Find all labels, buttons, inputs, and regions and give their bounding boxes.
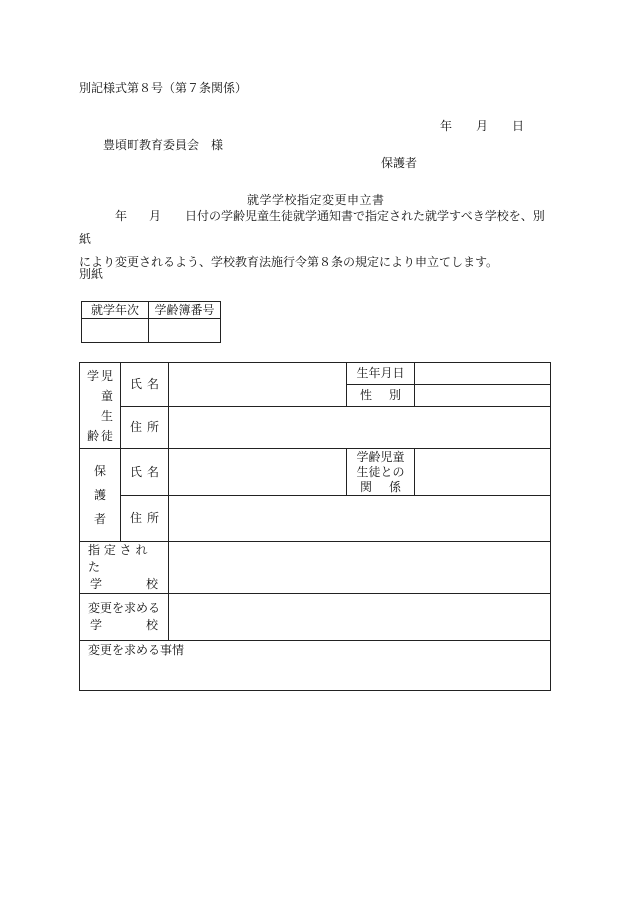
enrollment-info-table	[81, 301, 221, 343]
student-char-5: 齢	[86, 428, 99, 443]
student-char-1: 学	[86, 368, 99, 383]
main-form-table	[79, 362, 551, 691]
guardian-char-2: 護	[93, 488, 106, 502]
document-title: 就学学校指定変更申立書	[247, 193, 385, 207]
change-reason-field[interactable]	[80, 641, 551, 691]
name-char-1: 氏	[130, 377, 143, 392]
body-month: 月	[149, 209, 162, 223]
designated-school-field[interactable]	[169, 542, 551, 594]
gender-field[interactable]	[415, 385, 551, 407]
g-name-char-1: 氏	[130, 464, 143, 479]
guardian-name-label	[121, 449, 169, 496]
student-name-label	[121, 363, 169, 407]
birthdate-label: 生年月日	[347, 363, 415, 385]
student-address-field[interactable]	[169, 407, 551, 449]
designated-char-1: 学	[90, 577, 103, 591]
name-char-2: 名	[146, 377, 159, 392]
date-day-label: 日	[512, 119, 525, 133]
guardian-label: 保護者	[381, 156, 418, 170]
form-reference: 別記様式第８号（第７条関係）	[79, 81, 248, 95]
addressee: 豊頃町教育委員会 様	[103, 138, 224, 152]
relation-char-2: 係	[388, 479, 401, 494]
requested-char-2: 校	[145, 618, 158, 632]
body-year: 年	[115, 209, 128, 223]
requested-school-label	[80, 594, 169, 641]
enrollment-year-cell[interactable]	[82, 319, 149, 343]
student-char-4: 生	[101, 408, 114, 423]
relation-label	[347, 449, 415, 496]
body-paragraph	[79, 205, 551, 274]
change-reason-label: 変更を求める事情	[88, 643, 185, 657]
gender-char-1: 性	[360, 388, 373, 403]
requested-school-field[interactable]	[169, 594, 551, 641]
register-number-header: 学齢簿番号	[149, 302, 221, 319]
student-char-6: 徒	[101, 428, 114, 443]
guardian-address-label	[121, 496, 169, 542]
body-line-1	[79, 205, 551, 251]
body-line-1-text: 日付の学齢児童生徒就学通知書で指定された就学すべき学校を、別紙	[79, 209, 545, 246]
g-address-char-2: 所	[146, 511, 159, 526]
attachment-label: 別紙	[79, 267, 104, 281]
student-char-2: 児	[101, 368, 114, 383]
date-year-label: 年	[440, 119, 453, 133]
student-name-field[interactable]	[169, 363, 347, 407]
date-line	[440, 119, 525, 134]
requested-char-1: 学	[90, 618, 103, 632]
register-number-cell[interactable]	[149, 319, 221, 343]
relation-line-1: 学齢児童	[356, 449, 405, 464]
body-line-2: により変更されるよう、学校教育法施行令第８条の規定により申立てします。	[79, 255, 499, 269]
gender-label	[347, 385, 415, 407]
designated-school-label	[80, 542, 169, 594]
g-address-char-1: 住	[130, 511, 143, 526]
designated-char-2: 校	[145, 577, 158, 591]
relation-field[interactable]	[415, 449, 551, 496]
guardian-char-1: 保	[93, 464, 106, 478]
guardian-name-field[interactable]	[169, 449, 347, 496]
student-char-3: 童	[101, 388, 114, 403]
guardian-address-field[interactable]	[169, 496, 551, 542]
birthdate-field[interactable]	[415, 363, 551, 385]
address-char-2: 所	[146, 420, 159, 435]
guardian-group-label	[80, 449, 121, 542]
student-address-label	[121, 407, 169, 449]
student-group-label	[80, 363, 121, 449]
enrollment-year-header: 就学年次	[82, 302, 149, 319]
address-char-1: 住	[130, 420, 143, 435]
requested-school-line-1: 変更を求める	[88, 601, 161, 615]
gender-char-2: 別	[388, 388, 401, 403]
designated-school-line-1: 指 定 さ れ た	[88, 543, 148, 574]
guardian-char-3: 者	[93, 512, 106, 526]
date-month-label: 月	[476, 119, 489, 133]
relation-char-1: 関	[360, 479, 373, 494]
g-name-char-2: 名	[146, 464, 159, 479]
relation-line-2: 生徒との	[356, 464, 405, 479]
